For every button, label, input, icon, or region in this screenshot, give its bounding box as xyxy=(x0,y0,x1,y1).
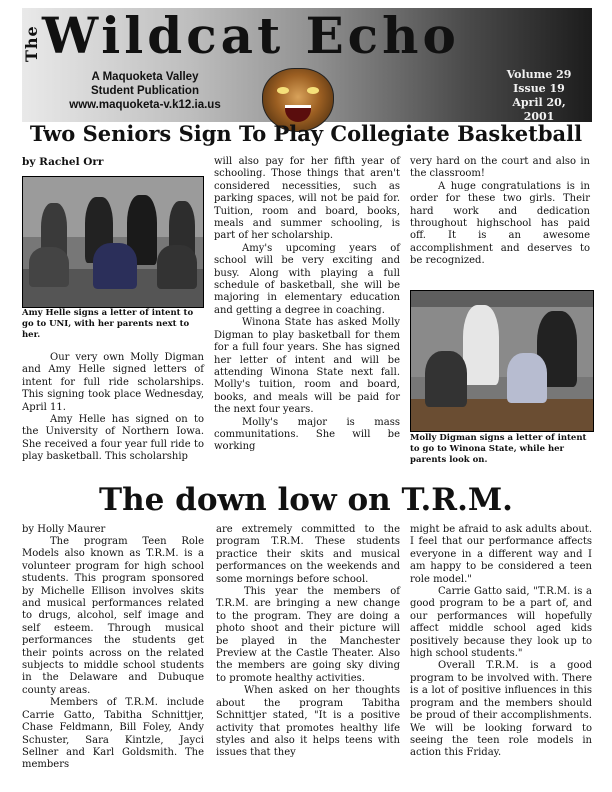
article2-headline: The down low on T.R.M. xyxy=(99,482,513,518)
article2-col1-para1: The program Teen Role Models also known as T.R.M. is a volunteer program for high school students. This program sponsored by Michelle Ellison involves skits and musical performances related to drugs, alcohol, self image and self esteem. Through musical performances the students get their points across on the related subjects to middle school students in the Delaware and Dubuque county areas. xyxy=(22,536,204,696)
photo2-caption: Molly Digman signs a letter of intent to go to Winona State, while her parents look on. xyxy=(410,433,587,465)
school-line-1: A Maquoketa Valley xyxy=(91,71,199,83)
article2-column2 xyxy=(216,524,400,760)
article1-col2-para3: Winona State has asked Molly Digman to play basketball for them for a full four years. She has signed her letter of intent and will be attending Winona State next fall. Molly's tuition, room and board, books, and meals will be paid for the next four years. xyxy=(214,317,400,416)
article1-col1-para2: Amy Helle has signed on to the University of Northern Iowa. She received a four year full ride to play basketball. This scholarship xyxy=(22,414,204,463)
article1-column2 xyxy=(214,156,400,454)
school-website: www.maquoketa-v.k12.ia.us xyxy=(69,99,221,111)
article2-column3 xyxy=(410,524,592,760)
article1-col3-para2: A huge congratulations is in order for these two girls. Their hard work and dedication throughout highschool has paid off. It is an awesome accomplishment and deserves to be recognized. xyxy=(410,180,590,267)
issue-date: April 20, 2001 xyxy=(512,96,566,123)
article1-col2-para2: Amy's upcoming years of school will be very exciting and busy. Along with playing a full schedule of basketball, she will be majoring in elementary education and getting a degree in coaching. xyxy=(214,242,400,316)
article1-byline: by Rachel Orr xyxy=(22,156,104,168)
article2-col2-para3: When asked on her thoughts about the program Tabitha Schnittjer stated, "It is a positive activity that promotes healthy life styles and also it helps teens with issues that they xyxy=(216,685,400,759)
article1-col2-para1: will also pay for her fifth year of schooling. Those things that aren't considered necessities, such as parking spaces, will not be paid for. Tuition, room and board, books, meals and summer schooling, is part of her scholarship. xyxy=(214,156,400,242)
volume-number: Volume 29 xyxy=(506,68,572,81)
article1-headline: Two Seniors Sign To Play Collegiate Basketball xyxy=(29,121,583,146)
article2-col3-para2: Carrie Gatto said, "T.R.M. is a good program to be a part of, and our performances will hopefully affect middle school aged kids positively because they look up to high school students." xyxy=(410,586,592,660)
article2-col2-para1: are extremely committed to the program T.R.M. These students practice their skits and musical performances on the weekends and some mornings before school. xyxy=(216,524,400,585)
article2-col1-para2: Members of T.R.M. include Carrie Gatto, Tabitha Schnittjer, Chase Feldmann, Bill Foley, Andy Schuster, Sara Kintzle, Jayci Sellner and Karl Goldsmith. The members xyxy=(22,697,204,771)
article1-column1 xyxy=(22,352,204,464)
article2-col3-para1: might be afraid to ask adults about. I feel that our performance affects everyone in a different way and I am happy to be considered a teen role model." xyxy=(410,524,592,585)
masthead-the: The xyxy=(22,25,41,62)
photo1-caption: Amy Helle signs a letter of intent to go to UNI, with her parents next to her. xyxy=(22,308,194,340)
school-line-2: Student Publication xyxy=(91,85,199,97)
photo-amy-helle-signing xyxy=(22,176,204,308)
photo-molly-digman-signing xyxy=(410,290,594,432)
article2-col3-para3: Overall T.R.M. is a good program to be involved with. There is a lot of positive influences in this program and the members should be proud of their accomplishments. We will be looking forward to seeing the teen role models in action this Friday. xyxy=(410,660,592,759)
article2-byline: by Holly Maurer xyxy=(22,524,106,535)
article1-col3-para1: very hard on the court and also in the classroom! xyxy=(410,156,590,180)
article1-col2-para4: Molly's major is mass communitations. She will be working xyxy=(214,416,400,453)
school-info xyxy=(60,70,230,112)
issue-info xyxy=(496,68,582,124)
issue-number: Issue 19 xyxy=(513,82,565,95)
article2-column1 xyxy=(22,536,204,772)
article2-col2-para2: This year the members of T.R.M. are bringing a new change to the program. They are doing a photo shoot and their picture will be played in the Manchester Preview at the Castle Theater. Also the members are going sky diving to promote healthy activities. xyxy=(216,586,400,684)
article1-column3 xyxy=(410,156,590,268)
newspaper-nameplate: Wildcat Echo xyxy=(42,6,460,65)
article1-col1-para1: Our very own Molly Digman and Amy Helle signed letters of intent for full ride scholarships. This signing took place Wednesday, April 11. xyxy=(22,352,204,413)
